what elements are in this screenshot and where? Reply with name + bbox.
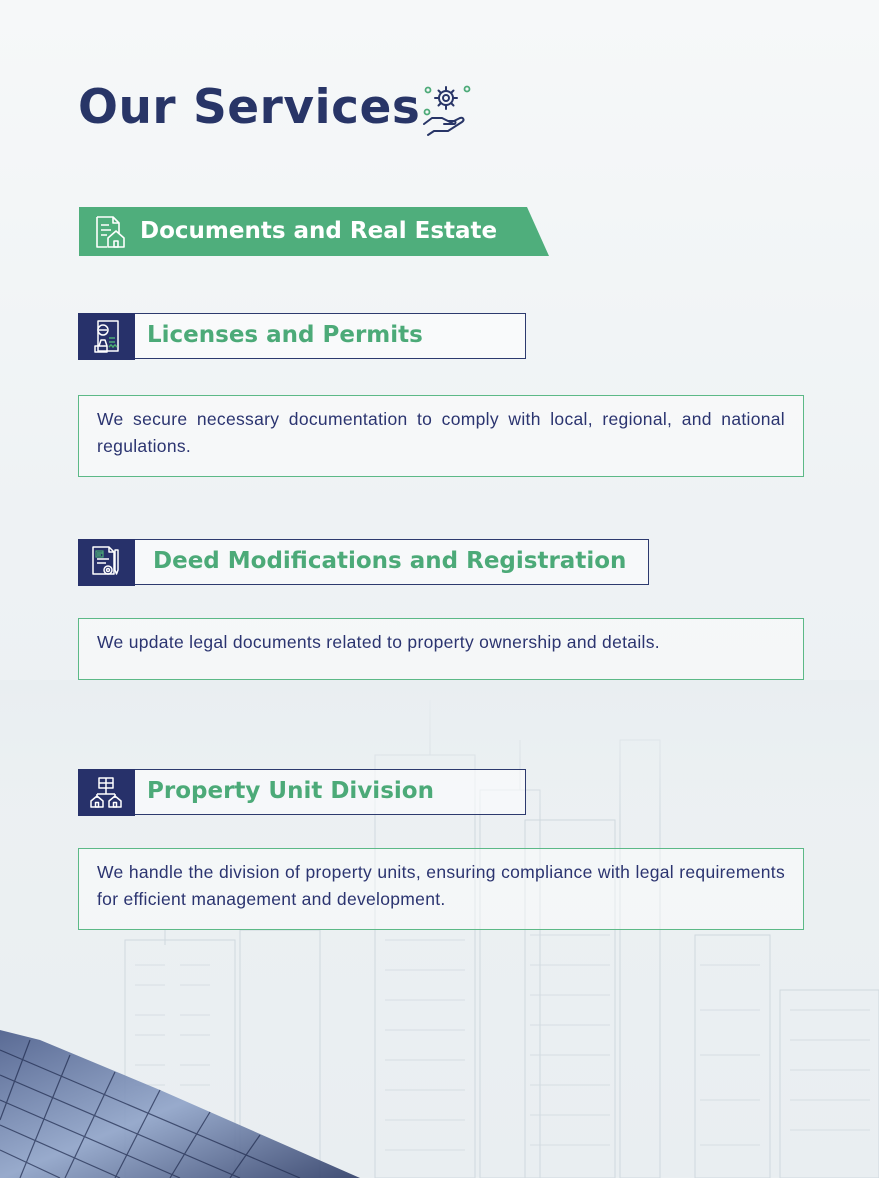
service-header-deed xyxy=(78,539,649,585)
property-division-icon xyxy=(89,774,123,810)
category-label: Documents and Real Estate xyxy=(140,218,498,244)
category-banner xyxy=(79,207,549,256)
page-title: Our Services xyxy=(78,80,421,135)
service-header-licenses xyxy=(78,313,526,359)
document-house-icon xyxy=(93,215,127,249)
service-description: We secure necessary documentation to comply with local, regional, and national regulations. xyxy=(78,395,804,477)
hand-gear-icon xyxy=(418,82,474,138)
service-description: We update legal documents related to property ownership and details. xyxy=(78,618,804,680)
service-title: Property Unit Division xyxy=(147,778,434,804)
service-header-division xyxy=(78,769,526,815)
service-icon-box xyxy=(78,313,135,360)
service-icon-box xyxy=(78,769,135,816)
service-icon-box xyxy=(78,539,135,586)
deed-certificate-icon xyxy=(88,544,124,580)
license-seal-icon xyxy=(89,318,123,354)
service-title: Deed Modifications and Registration xyxy=(153,548,627,574)
service-title: Licenses and Permits xyxy=(147,322,423,348)
service-description: We handle the division of property units, ensuring compliance with legal requirements for efficient management and development. xyxy=(78,848,804,930)
